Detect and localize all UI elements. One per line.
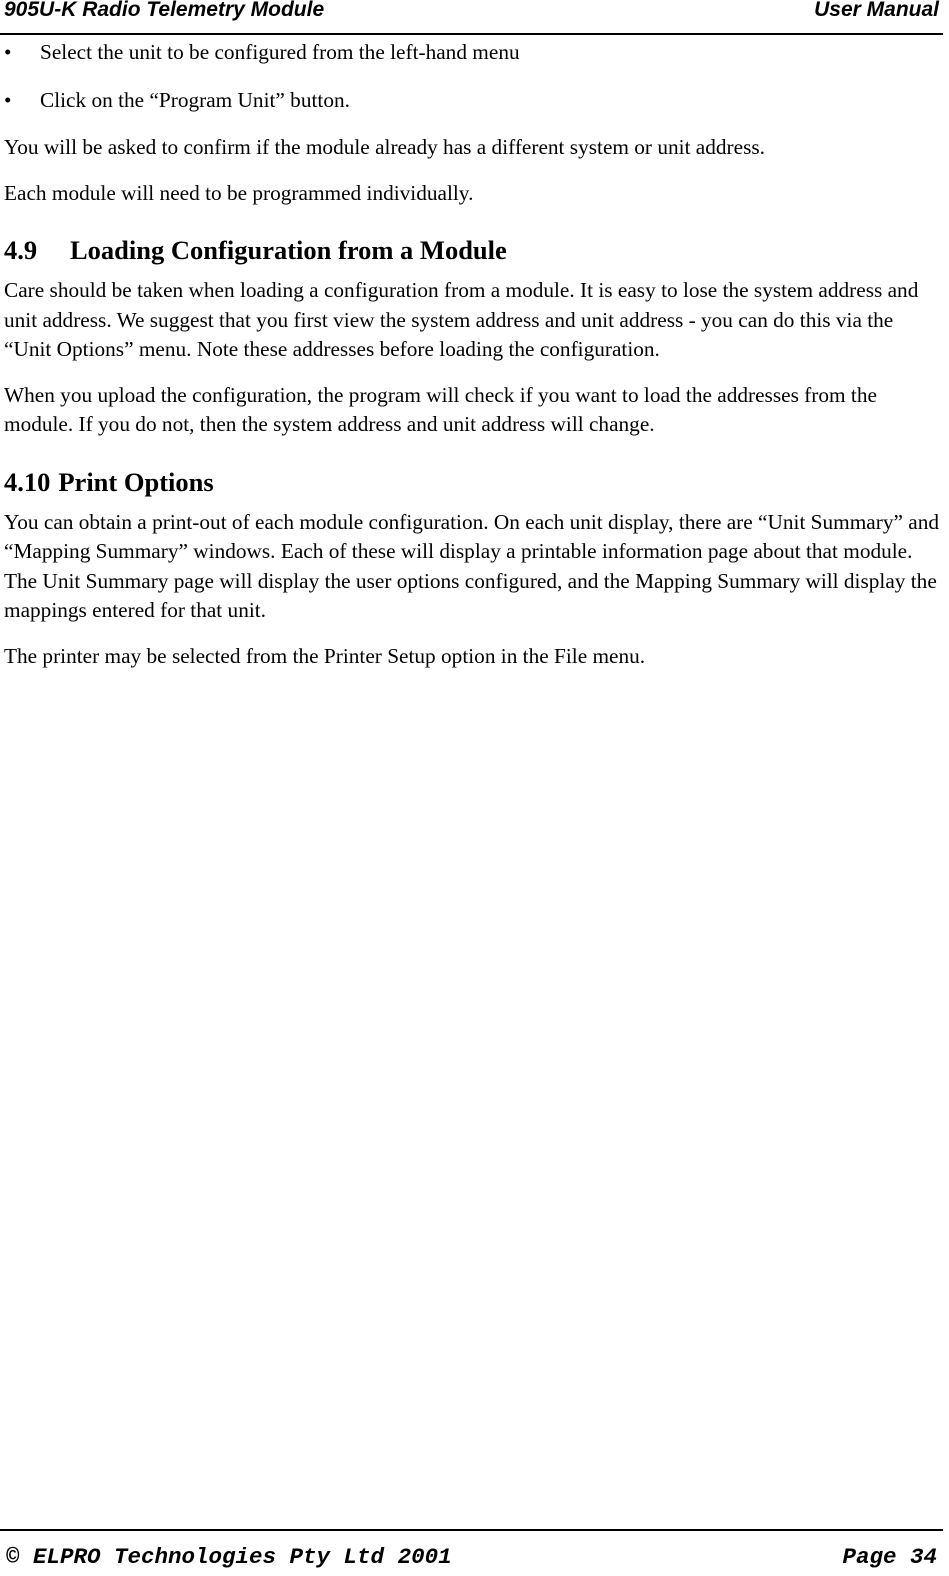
section-number: 4.9 bbox=[4, 235, 38, 265]
paragraph: Each module will need to be programmed individually. bbox=[4, 180, 474, 205]
document-type: User Manual bbox=[814, 0, 939, 21]
section-title: Loading Configuration from a Module bbox=[70, 235, 507, 265]
paragraph: You can obtain a print-out of each module configuration. On each unit display, there are “Unit Summary” and “Mapping Summary” windows. Each of these will display a printable information page about that module. The Unit Summary page will display the user options configured, and the Mapping Summary will display the mappings entered for that unit. bbox=[4, 509, 940, 622]
section-heading-4-9 bbox=[4, 234, 940, 266]
bullet-text: Select the unit to be configured from the left-hand menu bbox=[40, 40, 520, 64]
page-body bbox=[4, 38, 940, 687]
page-header bbox=[0, 0, 943, 35]
page-number: Page 34 bbox=[842, 1544, 937, 1570]
document-title: 905U-K Radio Telemetry Module bbox=[4, 0, 325, 21]
page-footer bbox=[0, 1529, 943, 1576]
section-number: 4.10 bbox=[4, 466, 51, 497]
section-heading-4-10 bbox=[4, 466, 940, 498]
paragraph: When you upload the configuration, the program will check if you want to load the addresses from the module. If you do not, then the system address and unit address will change. bbox=[4, 382, 877, 436]
paragraph: Care should be taken when loading a configuration from a module. It is easy to lose the system address and unit address. We suggest that you first view the system address and unit address - you can do this via the “Unit Options” menu. Note these addresses before loading the configuration. bbox=[4, 278, 919, 361]
section-title: Print Options bbox=[58, 466, 214, 497]
bullet-item bbox=[4, 38, 940, 68]
bullet-symbol: • bbox=[4, 40, 12, 64]
copyright-notice: © ELPRO Technologies Pty Ltd 2001 bbox=[6, 1544, 452, 1570]
bullet-text: Click on the “Program Unit” button. bbox=[40, 87, 350, 112]
bullet-symbol: • bbox=[4, 87, 12, 112]
bullet-item bbox=[4, 86, 940, 116]
paragraph: The printer may be selected from the Printer Setup option in the File menu. bbox=[4, 643, 646, 668]
paragraph: You will be asked to confirm if the module already has a different system or unit address. bbox=[4, 135, 765, 159]
